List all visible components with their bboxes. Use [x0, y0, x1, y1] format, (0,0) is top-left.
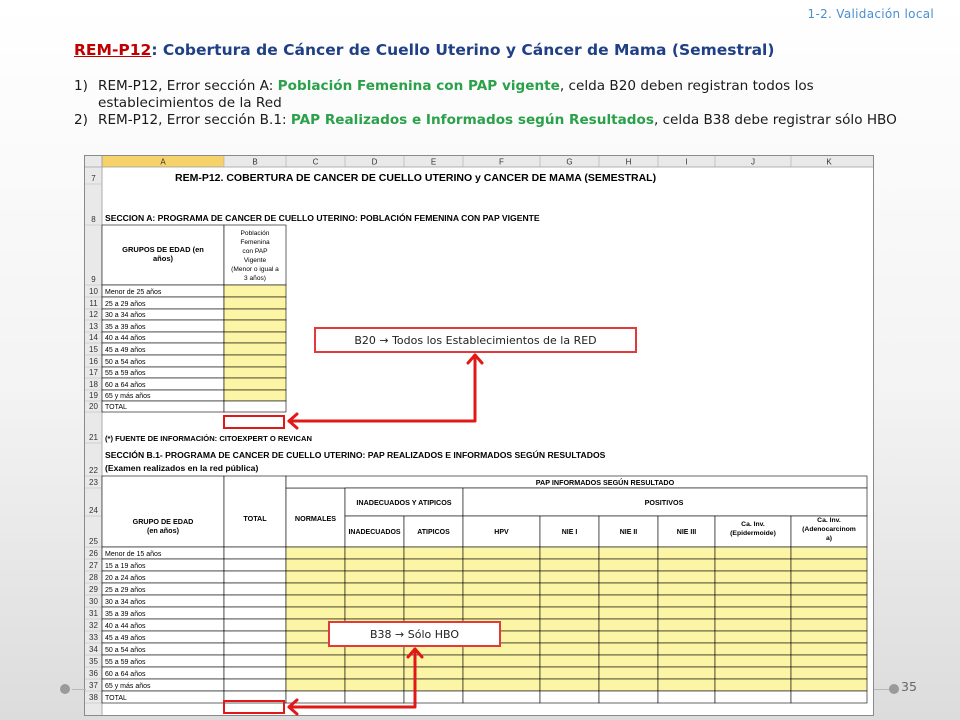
b1-value-cell: [404, 547, 463, 559]
column-header-h: H: [625, 157, 632, 167]
section-a-value-cell: [224, 332, 286, 343]
row-number-18: 18: [89, 380, 98, 389]
b1-subcol-header: ATIPICOS: [417, 529, 450, 536]
row-number-12: 12: [89, 310, 98, 319]
b1-value-cell: [599, 643, 658, 655]
b1-value-cell: [791, 583, 867, 595]
footer-line: [874, 689, 890, 690]
column-header-a: A: [160, 157, 166, 167]
b1-value-cell: [791, 559, 867, 571]
section-a-row-label: 65 y más años: [105, 393, 151, 400]
row-number-17: 17: [89, 368, 98, 377]
section-a-title: SECCION A: PROGRAMA DE CANCER DE CUELLO UTERINO: POBLACIÓN FEMENINA CON PAP VIGENTE: [105, 213, 540, 223]
b1-value-cell: [404, 571, 463, 583]
b1-value-cell: [791, 655, 867, 667]
b1-total-cell: [224, 559, 286, 571]
b1-value-cell: [540, 679, 599, 691]
b1-row-label: 25 a 29 años: [105, 587, 146, 594]
b1-row-label: 50 a 54 años: [105, 647, 146, 654]
callout-b20: B20 → Todos los Establecimientos de la RED: [314, 327, 637, 353]
b1-ca-adeno-header: a): [825, 535, 833, 542]
section-a-row-label: 60 a 64 años: [105, 382, 146, 389]
row-number-38: 38: [89, 693, 98, 702]
b1-value-cell: [286, 547, 345, 559]
b1-value-cell: [791, 691, 867, 703]
section-a-value-cell: [224, 309, 286, 320]
b1-ca-epid-header: (Epidermoide): [730, 530, 776, 537]
b1-value-cell: [463, 607, 540, 619]
b1-value-cell: [658, 619, 715, 631]
b1-value-cell: [658, 655, 715, 667]
b1-value-cell: [463, 547, 540, 559]
column-header-b: B: [252, 157, 258, 167]
b1-ca-epid-header: Ca. Inv.: [741, 521, 765, 528]
section-a-group-header: años): [152, 254, 174, 263]
title-text: : Cobertura de Cáncer de Cuello Uterino y Cáncer de Mama (Semestral): [151, 41, 775, 59]
section-a-row-label: 40 a 44 años: [105, 335, 146, 342]
b1-value-cell: [658, 691, 715, 703]
b1-subcol-header: INADECUADOS: [348, 529, 401, 536]
b1-value-cell: [599, 667, 658, 679]
b1-value-cell: [540, 643, 599, 655]
b1-value-cell: [658, 643, 715, 655]
row-number-26: 26: [89, 549, 98, 558]
b1-value-cell: [286, 583, 345, 595]
b1-pap-header: PAP INFORMADOS SEGÚN RESULTADO: [535, 478, 675, 487]
b1-value-cell: [599, 607, 658, 619]
b1-value-cell: [791, 619, 867, 631]
b1-value-cell: [658, 667, 715, 679]
b1-value-cell: [658, 583, 715, 595]
b1-row-label: 40 a 44 años: [105, 623, 146, 630]
row-number-23: 23: [89, 478, 98, 487]
b1-value-cell: [715, 667, 791, 679]
b1-value-cell: [658, 559, 715, 571]
b1-value-cell: [540, 559, 599, 571]
b1-value-cell: [599, 571, 658, 583]
b1-value-cell: [404, 559, 463, 571]
b1-value-cell: [599, 595, 658, 607]
b1-value-cell: [404, 655, 463, 667]
b1-value-cell: [715, 679, 791, 691]
b1-value-cell: [463, 571, 540, 583]
b1-value-cell: [658, 679, 715, 691]
section-a-value-cell: [224, 390, 286, 401]
column-header-j: J: [751, 157, 755, 167]
b1-value-cell: [658, 631, 715, 643]
b1-value-cell: [463, 655, 540, 667]
b1-value-cell: [540, 631, 599, 643]
b1-row-label: 60 a 64 años: [105, 671, 146, 678]
b1-total-cell: [224, 655, 286, 667]
b1-value-cell: [599, 691, 658, 703]
section-b1-title: SECCIÓN B.1- PROGRAMA DE CANCER DE CUELLO UTERINO: PAP REALIZADOS E INFORMADOS SEGÚN RESULTADOS: [105, 450, 606, 460]
b1-value-cell: [540, 595, 599, 607]
b1-value-cell: [345, 691, 404, 703]
b1-value-cell: [345, 667, 404, 679]
page-number: 35: [901, 679, 917, 694]
row-number-29: 29: [89, 585, 98, 594]
b1-value-cell: [463, 595, 540, 607]
b1-value-cell: [463, 679, 540, 691]
b1-header-total: [224, 476, 286, 547]
bullet-highlight: Población Femenina con PAP vigente: [277, 78, 560, 94]
section-a-group-header: GRUPOS DE EDAD (en: [122, 245, 204, 254]
section-a-pop-header: (Menor o igual a: [231, 266, 279, 273]
b1-value-cell: [540, 583, 599, 595]
row-number-32: 32: [89, 621, 98, 630]
row-number-8: 8: [91, 215, 96, 224]
b1-header-group: [102, 476, 224, 547]
bullet-post: , celda B38 debe registrar sólo HBO: [653, 112, 897, 128]
b1-value-cell: [791, 631, 867, 643]
bullet-post: , celda B20 deben registran todos los establecimientos de la Red: [98, 78, 814, 111]
b1-value-cell: [345, 571, 404, 583]
cell-b38-highlight: [223, 700, 285, 714]
b1-value-cell: [404, 667, 463, 679]
row-number-37: 37: [89, 681, 98, 690]
b1-value-cell: [658, 547, 715, 559]
b1-total-header: TOTAL: [243, 514, 267, 523]
b1-value-cell: [791, 679, 867, 691]
b1-row-label: 65 y más años: [105, 683, 151, 690]
b1-subcol-header: HPV: [494, 529, 509, 536]
b1-value-cell: [286, 655, 345, 667]
b1-value-cell: [658, 571, 715, 583]
section-tag: 1-2. Validación local: [807, 7, 934, 21]
b1-value-cell: [404, 691, 463, 703]
b1-value-cell: [599, 619, 658, 631]
row-number-16: 16: [89, 357, 98, 366]
b1-value-cell: [599, 631, 658, 643]
section-a-row-label: 35 a 39 años: [105, 324, 146, 331]
error-item-2: [74, 112, 914, 129]
section-a-value-cell: [224, 355, 286, 367]
b1-value-cell: [345, 595, 404, 607]
row-number-22: 22: [89, 466, 98, 475]
row-number-34: 34: [89, 645, 98, 654]
b1-inad-atip-header: INADECUADOS Y ATIPICOS: [356, 498, 452, 507]
section-a-pop-header: 3 años): [244, 275, 266, 282]
b1-total-cell: [224, 679, 286, 691]
bullet-number: 2): [74, 112, 88, 128]
column-header-i: I: [685, 157, 688, 167]
row-number-15: 15: [89, 345, 98, 354]
b1-positivos-header: POSITIVOS: [644, 498, 684, 507]
footer-line: [72, 689, 86, 690]
section-a-value-cell: [224, 297, 286, 309]
column-header-e: E: [430, 157, 437, 167]
b1-subcol-header: NIE I: [561, 529, 578, 536]
b1-value-cell: [345, 607, 404, 619]
b1-value-cell: [715, 571, 791, 583]
b1-ca-adeno-header: Ca. Inv.: [817, 517, 841, 524]
b1-row-label: Menor de 15 años: [105, 551, 162, 558]
section-a-row-label: 45 a 49 años: [105, 347, 146, 354]
b1-value-cell: [540, 571, 599, 583]
column-header-d: D: [371, 157, 378, 167]
bullet-pre: REM-P12, Error sección A:: [98, 78, 278, 94]
bullet-text: [98, 112, 914, 129]
section-a-value-cell: [224, 320, 286, 332]
section-a-row-label: 30 a 34 años: [105, 312, 146, 319]
b1-value-cell: [404, 595, 463, 607]
b1-value-cell: [791, 607, 867, 619]
row-number-13: 13: [89, 322, 98, 331]
b1-subcol-header: NIE III: [676, 529, 697, 536]
b1-value-cell: [791, 595, 867, 607]
b1-value-cell: [791, 667, 867, 679]
section-a-value-cell: [224, 343, 286, 355]
b1-value-cell: [540, 691, 599, 703]
b1-total-cell: [224, 619, 286, 631]
b1-value-cell: [715, 691, 791, 703]
b1-value-cell: [715, 595, 791, 607]
row-number-35: 35: [89, 657, 98, 666]
b1-value-cell: [345, 559, 404, 571]
b1-group-header: GRUPO DE EDAD: [132, 517, 194, 526]
slide-title: [74, 41, 774, 59]
b1-value-cell: [286, 607, 345, 619]
b1-row-label: 15 a 19 años: [105, 563, 146, 570]
b1-value-cell: [791, 571, 867, 583]
column-header-k: K: [826, 157, 832, 167]
section-a-pop-header: Femenina: [240, 239, 270, 246]
b1-value-cell: [599, 547, 658, 559]
b1-value-cell: [286, 595, 345, 607]
b1-value-cell: [791, 643, 867, 655]
row-number-21: 21: [89, 433, 98, 442]
b1-value-cell: [540, 619, 599, 631]
b1-value-cell: [286, 667, 345, 679]
report-code: REM-P12: [74, 41, 152, 59]
section-a-row-label: 55 a 59 años: [105, 370, 146, 377]
section-a-pop-header: con PAP: [242, 248, 268, 255]
row-number-33: 33: [89, 633, 98, 642]
b1-value-cell: [286, 571, 345, 583]
b1-value-cell: [715, 631, 791, 643]
error-list: [74, 78, 914, 129]
b1-total-cell: [224, 631, 286, 643]
b1-total-cell: [224, 607, 286, 619]
column-header-f: F: [499, 157, 504, 167]
row-number-11: 11: [89, 299, 98, 308]
section-a-pop-header: Vigente: [243, 257, 267, 264]
column-header-g: G: [566, 157, 573, 167]
b1-value-cell: [345, 547, 404, 559]
b1-value-cell: [715, 559, 791, 571]
callout-b38: B38 → Sólo HBO: [328, 621, 501, 647]
b1-value-cell: [599, 559, 658, 571]
b1-value-cell: [286, 559, 345, 571]
b1-normales-header: NORMALES: [294, 514, 337, 523]
b1-value-cell: [715, 655, 791, 667]
b1-value-cell: [286, 691, 345, 703]
b1-row-label: 55 a 59 años: [105, 659, 146, 666]
row-number-9: 9: [91, 275, 96, 284]
column-header-c: C: [312, 157, 319, 167]
b1-value-cell: [540, 655, 599, 667]
b1-value-cell: [345, 583, 404, 595]
row-number-24: 24: [89, 506, 98, 515]
sheet-title: REM-P12. COBERTURA DE CANCER DE CUELLO UTERINO y CANCER DE MAMA (SEMESTRAL): [175, 172, 657, 184]
b1-value-cell: [345, 655, 404, 667]
b1-total-cell: [224, 547, 286, 559]
b1-value-cell: [715, 583, 791, 595]
b1-ca-adeno-header: (Adenocarcinom: [802, 526, 856, 533]
section-a-row-label: 25 a 29 años: [105, 301, 146, 308]
row-number-36: 36: [89, 669, 98, 678]
b1-value-cell: [540, 667, 599, 679]
footer-dot-left: [60, 684, 70, 694]
section-a-row-label: TOTAL: [105, 404, 127, 411]
section-a-value-cell: [224, 378, 286, 390]
b1-value-cell: [463, 667, 540, 679]
b1-value-cell: [658, 595, 715, 607]
row-number-10: 10: [89, 287, 98, 296]
b1-value-cell: [599, 655, 658, 667]
b1-value-cell: [658, 607, 715, 619]
b1-subcol-header: NIE II: [619, 529, 638, 536]
b1-value-cell: [540, 547, 599, 559]
section-a-value-cell: [224, 401, 286, 412]
section-b1-subtitle: (Examen realizados en la red pública): [105, 463, 259, 473]
cell-b20-highlight: [223, 415, 285, 429]
b1-value-cell: [404, 583, 463, 595]
b1-row-label: 20 a 24 años: [105, 575, 146, 582]
row-number-19: 19: [89, 391, 98, 400]
row-number-20: 20: [89, 402, 98, 411]
b1-value-cell: [540, 607, 599, 619]
section-a-row-label: Menor de 25 años: [105, 289, 162, 296]
section-a-value-cell: [224, 367, 286, 378]
b1-value-cell: [286, 679, 345, 691]
b1-value-cell: [791, 547, 867, 559]
footer-dot-right: [889, 684, 899, 694]
b1-value-cell: [463, 691, 540, 703]
b1-value-cell: [404, 679, 463, 691]
b1-value-cell: [715, 643, 791, 655]
source-note: (*) FUENTE DE INFORMACIÓN: CITOEXPERT O REVICAN: [105, 434, 313, 443]
b1-row-label: 45 a 49 años: [105, 635, 146, 642]
row-number-30: 30: [89, 597, 98, 606]
bullet-text: [98, 78, 914, 112]
row-number-7: 7: [91, 174, 96, 183]
b1-value-cell: [599, 679, 658, 691]
b1-value-cell: [715, 619, 791, 631]
b1-total-cell: [224, 643, 286, 655]
b1-value-cell: [345, 679, 404, 691]
bullet-highlight: PAP Realizados e Informados según Resultados: [290, 112, 654, 128]
b1-row-label: 30 a 34 años: [105, 599, 146, 606]
b1-row-label: TOTAL: [105, 695, 127, 702]
section-a-row-label: 50 a 54 años: [105, 359, 146, 366]
b1-value-cell: [715, 607, 791, 619]
b1-total-cell: [224, 595, 286, 607]
b1-value-cell: [599, 583, 658, 595]
bullet-number: 1): [74, 78, 88, 94]
row-number-27: 27: [89, 561, 98, 570]
b1-value-cell: [463, 559, 540, 571]
b1-total-cell: [224, 583, 286, 595]
b1-value-cell: [463, 583, 540, 595]
bullet-pre: REM-P12, Error sección B.1:: [98, 112, 291, 128]
section-a-value-cell: [224, 285, 286, 297]
row-number-31: 31: [89, 609, 98, 618]
b1-value-cell: [404, 607, 463, 619]
b1-group-header: (en años): [147, 526, 179, 535]
b1-row-label: 35 a 39 años: [105, 611, 146, 618]
error-item-1: [74, 78, 914, 112]
b1-total-cell: [224, 667, 286, 679]
b1-total-cell: [224, 571, 286, 583]
row-number-25: 25: [89, 537, 98, 546]
row-number-28: 28: [89, 573, 98, 582]
section-a-pop-header: Población: [240, 230, 270, 237]
b1-value-cell: [715, 547, 791, 559]
row-number-14: 14: [89, 333, 98, 342]
